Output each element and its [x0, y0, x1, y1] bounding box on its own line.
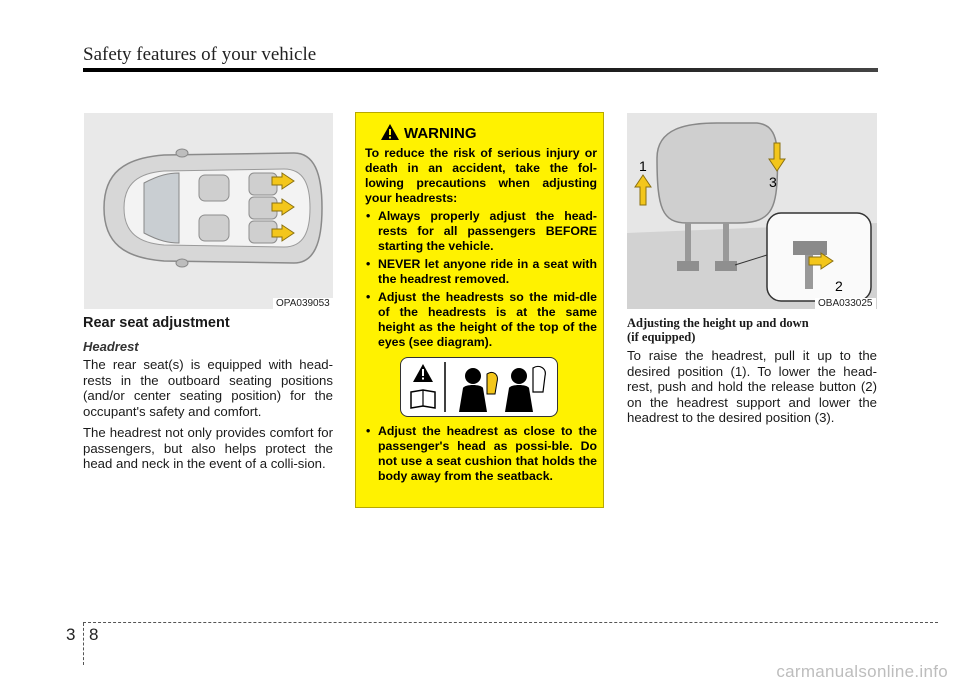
subsection-heading: Headrest [83, 338, 139, 354]
warning-list [365, 209, 597, 350]
warning-item: • NEVER let anyone ride in a seat with the headrest removed. [365, 257, 597, 287]
warning-box [355, 112, 604, 508]
header-rule [83, 68, 878, 72]
right-text-column [627, 316, 877, 432]
body-paragraph: The rear seat(s) is equipped with head-rests in the outboard seating positions (and/or center seating position) for the occupant's safety and comfort. [83, 357, 333, 419]
left-text-column [83, 316, 333, 478]
arrow-icon [272, 225, 294, 241]
warning-item: • Adjust the headrest as close to the passenger's head as possi-ble. Do not use a seat cushion that holds the body away from the seatback. [365, 424, 597, 484]
page-header-title: Safety features of your vehicle [83, 44, 317, 65]
heading-line-1: Adjusting the height up and down [627, 316, 809, 330]
footer-divider [83, 623, 84, 665]
figure-code-right: OBA033025 [815, 298, 876, 310]
body-paragraph: To raise the headrest, pull it up to the desired position (1). To lower the head-rest, push and hold the release button (2) on the headrest support and lower the headrest to the desired position (3). [627, 348, 877, 425]
warning-intro: To reduce the risk of serious injury or death in an accident, take the fol-lowing precautions when adjusting your headrests: [365, 146, 597, 205]
callout-number-3: 3 [769, 174, 777, 190]
warning-body [365, 146, 597, 353]
callout-number-1: 1 [639, 158, 647, 174]
subsection-heading [627, 316, 877, 344]
page-section-number: 3 [66, 625, 76, 644]
headrest-arrows [84, 113, 333, 309]
headrest-illustration [627, 113, 877, 309]
headrest-adjust-figure [627, 113, 877, 309]
headrest-pictogram [400, 357, 558, 417]
car-seating-figure [84, 113, 333, 309]
warning-item: • Always properly adjust the head-rests for all passengers BEFORE starting the vehicle. [365, 209, 597, 254]
arrow-icon [272, 173, 294, 189]
footer-rule [83, 622, 938, 623]
body-paragraph: The headrest not only provides comfort for passengers, but also helps protect the head and neck in the event of a colli-sion. [83, 425, 333, 471]
figure-code-left: OPA039053 [273, 298, 333, 310]
heading-line-2: (if equipped) [627, 330, 696, 344]
warning-item: • Adjust the headrests so the mid-dle of the headrests is at the same height as the height of the top of the eyes (see diagram). [365, 290, 597, 350]
warning-triangle-icon [380, 123, 400, 141]
section-heading: Rear seat adjustment [83, 315, 230, 331]
warning-list-last [365, 424, 597, 484]
arrow-icon [272, 199, 294, 215]
watermark: carmanualsonline.info [776, 662, 948, 681]
headrest-position-pictogram [401, 358, 557, 416]
page-number: 8 [89, 625, 99, 644]
callout-number-2: 2 [835, 278, 843, 294]
warning-body-last [365, 424, 597, 487]
warning-title: WARNING [404, 125, 477, 142]
